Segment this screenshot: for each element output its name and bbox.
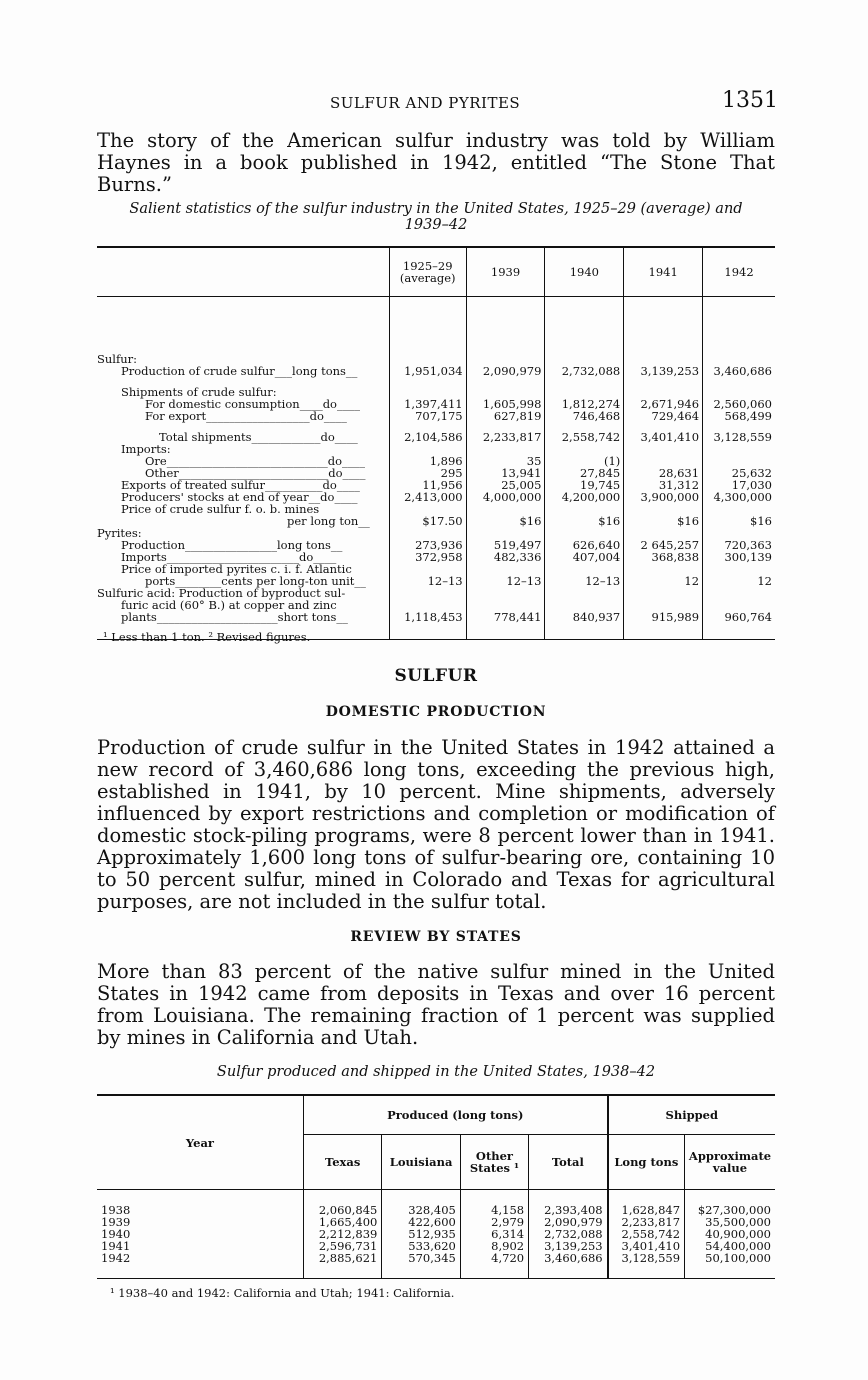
table-cell: 2,393,408: [529, 1190, 608, 1217]
col-louisiana: Louisiana: [382, 1135, 460, 1190]
row-label: furic acid (60° B.) at copper and zinc: [121, 598, 337, 612]
table-cell: 2,090,979: [466, 365, 545, 377]
table-cell: [624, 587, 703, 599]
table-cell: 295: [389, 467, 466, 479]
row-label: Shipments of crude sulfur:: [121, 385, 277, 399]
table-cell: 25,632: [703, 467, 775, 479]
col-approx-value: Approximate value: [685, 1135, 775, 1190]
table-cell: 512,935: [382, 1228, 460, 1240]
table-cell: [389, 587, 466, 599]
table-cell: [624, 297, 703, 366]
row-label: Producers' stocks at end of year__do____: [121, 490, 358, 504]
shipped-group-header: Shipped: [608, 1095, 775, 1135]
row-year: 1940: [101, 1227, 131, 1241]
table1-caption: [97, 201, 775, 233]
table-cell: 2,671,946: [624, 398, 703, 410]
table-cell: [624, 443, 703, 455]
table-cell: 2,558,742: [608, 1228, 685, 1240]
col-header: 1941: [624, 247, 703, 297]
col-total: Total: [529, 1135, 608, 1190]
table1-caption-line2: 1939–42: [404, 217, 468, 233]
table-cell: 12–13: [389, 575, 466, 587]
table-cell: 368,838: [624, 551, 703, 563]
table-cell: 533,620: [382, 1240, 460, 1252]
table-cell: 2,060,845: [303, 1190, 381, 1217]
production-paragraph: Production of crude sulfur in the United States in 1942 attained a new record of 3,460,686 long tons, exceeding the previous high, established in 1941, by 10 percent. Mine shipments, adversely influenced by export restrictions and completion or modification of domestic stock-piling programs, were 8 percent lower than in 1941. Approximately 1,600 long tons of sulfur-bearing ore, containing 10 to 50 percent sulfur, mined in Colorado and Texas for agricultural purposes, are not included in the sulfur total.: [97, 736, 775, 913]
table-cell: 778,441: [466, 611, 545, 640]
sulfur-produced-shipped-table: [97, 1094, 775, 1279]
table-cell: [389, 377, 466, 398]
table-cell: 4,158: [460, 1190, 528, 1217]
row-label: Imports:: [121, 442, 171, 456]
table-cell: 11,956: [389, 479, 466, 491]
table-cell: 482,336: [466, 551, 545, 563]
table1-caption-line1: Salient statistics of the sulfur industry in the United States, 1925–29 (average) and: [129, 201, 743, 217]
table-cell: 3,460,686: [529, 1252, 608, 1279]
table-cell: 2,732,088: [529, 1228, 608, 1240]
table-cell: 568,499: [703, 410, 775, 422]
table-cell: 273,936: [389, 539, 466, 551]
table-cell: 2,885,621: [303, 1252, 381, 1279]
row-label: For domestic consumption____do____: [145, 397, 360, 411]
table-cell: 2,233,817: [608, 1216, 685, 1228]
table-cell: 2,090,979: [529, 1216, 608, 1228]
table-cell: 519,497: [466, 539, 545, 551]
table2-caption: Sulfur produced and shipped in the United States, 1938–42: [216, 1064, 656, 1080]
col-other-states: Other States ¹: [460, 1135, 528, 1190]
table-cell: 2,413,000: [389, 491, 466, 503]
table-cell: [703, 587, 775, 599]
table-cell: 4,300,000: [703, 491, 775, 503]
row-year: 1942: [97, 1252, 303, 1279]
table-cell: 27,845: [545, 467, 624, 479]
table-cell: 12–13: [545, 575, 624, 587]
table-cell: 35,500,000: [685, 1216, 775, 1228]
table-cell: 2,233,817: [466, 422, 545, 443]
row-label: Production of crude sulfur___long tons__: [121, 364, 358, 378]
section-title: SULFUR: [394, 666, 478, 686]
review-paragraph: More than 83 percent of the native sulfur mined in the United States in 1942 came from deposits in Texas and over 16 percent from Louisiana. The remaining fraction of 1 percent was supplied by mines in California and Utah.: [97, 960, 775, 1049]
row-label: For export__________________do____: [145, 409, 347, 423]
table-cell: 35: [466, 455, 545, 467]
table-cell: 746,468: [545, 410, 624, 422]
table-cell: 2,104,586: [389, 422, 466, 443]
table-cell: 12: [624, 575, 703, 587]
table-cell: $27,300,000: [685, 1190, 775, 1217]
table-cell: 1,628,847: [608, 1190, 685, 1217]
table-cell: 2,560,060: [703, 398, 775, 410]
table-cell: $16: [703, 515, 775, 527]
table-cell: $16: [466, 515, 545, 527]
table-cell: 2,212,839: [303, 1228, 381, 1240]
table-cell: 2,558,742: [545, 422, 624, 443]
col-header: 1940: [545, 247, 624, 297]
table2-footnote: ¹ 1938–40 and 1942: California and Utah; 1941: California.: [110, 1286, 455, 1300]
table-cell: 2,979: [460, 1216, 528, 1228]
table-cell: 4,200,000: [545, 491, 624, 503]
table-cell: 3,401,410: [624, 422, 703, 443]
table-cell: 25,005: [466, 479, 545, 491]
intro-paragraph: The story of the American sulfur industry was told by William Haynes in a book published in 1942, entitled “The Stone That Burns.”: [97, 129, 775, 196]
table-cell: 3,401,410: [608, 1240, 685, 1252]
table-cell: $16: [624, 515, 703, 527]
subsection-review-by-states: REVIEW BY STATES: [350, 929, 522, 945]
table-cell: 54,400,000: [685, 1240, 775, 1252]
table-row: [97, 1190, 775, 1217]
table-cell: 13,941: [466, 467, 545, 479]
table-cell: 50,100,000: [685, 1252, 775, 1279]
table-cell: [466, 297, 545, 366]
table-cell: 2,596,731: [303, 1240, 381, 1252]
table-cell: 707,175: [389, 410, 466, 422]
table-row: [97, 377, 775, 398]
table-cell: 8,902: [460, 1240, 528, 1252]
table2-body: [97, 1190, 775, 1279]
table-cell: 1,896: [389, 455, 466, 467]
table-cell: 2 645,257: [624, 539, 703, 551]
table-cell: [545, 297, 624, 366]
table-cell: 3,128,559: [703, 422, 775, 443]
row-label: Price of imported pyrites c. i. f. Atlantic: [121, 562, 352, 576]
table1-label-header: [97, 247, 389, 297]
table-row: [97, 422, 775, 443]
row-label: Exports of treated sulfur__________do____: [121, 478, 360, 492]
table-cell: 1,812,274: [545, 398, 624, 410]
table-cell: 960,764: [703, 611, 775, 640]
table-cell: 28,631: [624, 467, 703, 479]
col-texas: Texas: [303, 1135, 381, 1190]
page-number: 1351: [722, 88, 778, 113]
col-header: 1939: [466, 247, 545, 297]
table1-body: [97, 297, 775, 640]
row-label: Sulfur:: [97, 352, 137, 366]
col-header: 1925–29 (average): [389, 247, 466, 297]
table-cell: 372,958: [389, 551, 466, 563]
table-cell: 17,030: [703, 479, 775, 491]
table-cell: 915,989: [624, 611, 703, 640]
table-row: [97, 365, 775, 377]
table-cell: [703, 297, 775, 366]
table-cell: [545, 377, 624, 398]
table-cell: 3,139,253: [529, 1240, 608, 1252]
table-cell: 31,312: [624, 479, 703, 491]
table-cell: 720,363: [703, 539, 775, 551]
table-cell: [703, 443, 775, 455]
table-cell: 19,745: [545, 479, 624, 491]
table-row: [97, 297, 775, 366]
table-cell: 1,951,034: [389, 365, 466, 377]
row-label: Ore____________________________do____: [145, 454, 366, 468]
table-cell: 3,900,000: [624, 491, 703, 503]
row-label: Price of crude sulfur f. o. b. mines: [121, 502, 320, 516]
table-cell: 3,460,686: [703, 365, 775, 377]
table-cell: [545, 587, 624, 599]
row-label: plants_____________________short tons__: [97, 611, 389, 640]
table-cell: 407,004: [545, 551, 624, 563]
table-row: [97, 1252, 775, 1279]
table-cell: 12: [703, 575, 775, 587]
table-cell: 2,732,088: [545, 365, 624, 377]
table-cell: [703, 377, 775, 398]
salient-statistics-table: [97, 246, 775, 640]
table-cell: 300,139: [703, 551, 775, 563]
row-label: Pyrites:: [97, 526, 142, 540]
running-header: SULFUR AND PYRITES: [330, 94, 521, 112]
table-cell: 3,139,253: [624, 365, 703, 377]
table-cell: 729,464: [624, 410, 703, 422]
table-cell: $16: [545, 515, 624, 527]
table-cell: 4,720: [460, 1252, 528, 1279]
table-row: [97, 410, 775, 422]
table-cell: (1): [545, 455, 624, 467]
table-cell: 1,605,998: [466, 398, 545, 410]
table-cell: 626,640: [545, 539, 624, 551]
row-label: Sulfuric acid: Production of byproduct sul-: [97, 586, 346, 600]
row-year: 1939: [101, 1215, 131, 1229]
produced-group-header: Produced (long tons): [303, 1095, 607, 1135]
row-label: ports________cents per long-ton unit__: [145, 574, 366, 588]
table-cell: 840,937: [545, 611, 624, 640]
col-header: 1942: [703, 247, 775, 297]
subsection-domestic-production: DOMESTIC PRODUCTION: [325, 704, 547, 720]
table-cell: 570,345: [382, 1252, 460, 1279]
table-cell: 4,000,000: [466, 491, 545, 503]
year-header: Year: [97, 1095, 303, 1190]
table-cell: 328,405: [382, 1190, 460, 1217]
table-cell: 12–13: [466, 575, 545, 587]
row-label: Total shipments____________do____: [159, 430, 358, 444]
row-label: Production________________long tons__: [121, 538, 343, 552]
table-cell: [466, 587, 545, 599]
table-cell: 3,128,559: [608, 1252, 685, 1279]
table-cell: [624, 377, 703, 398]
table-cell: 1,665,400: [303, 1216, 381, 1228]
row-year: 1941: [101, 1239, 131, 1253]
table-cell: 1,118,453: [389, 611, 466, 640]
table-cell: 6,314: [460, 1228, 528, 1240]
table-cell: [389, 297, 466, 366]
table-cell: 40,900,000: [685, 1228, 775, 1240]
row-label: Other__________________________do____: [145, 466, 366, 480]
table-cell: 1,397,411: [389, 398, 466, 410]
row-year: 1938: [101, 1203, 131, 1217]
table-cell: 627,819: [466, 410, 545, 422]
table-cell: 422,600: [382, 1216, 460, 1228]
row-label: Imports_______________________do____: [121, 550, 337, 564]
table-cell: $17.50: [389, 515, 466, 527]
table-row: [97, 515, 775, 527]
table1-footnote: ¹ Less than 1 ton. ² Revised figures.: [103, 630, 311, 644]
row-label: per long ton__: [287, 514, 370, 528]
table-cell: [466, 377, 545, 398]
col-long-tons: Long tons: [608, 1135, 685, 1190]
